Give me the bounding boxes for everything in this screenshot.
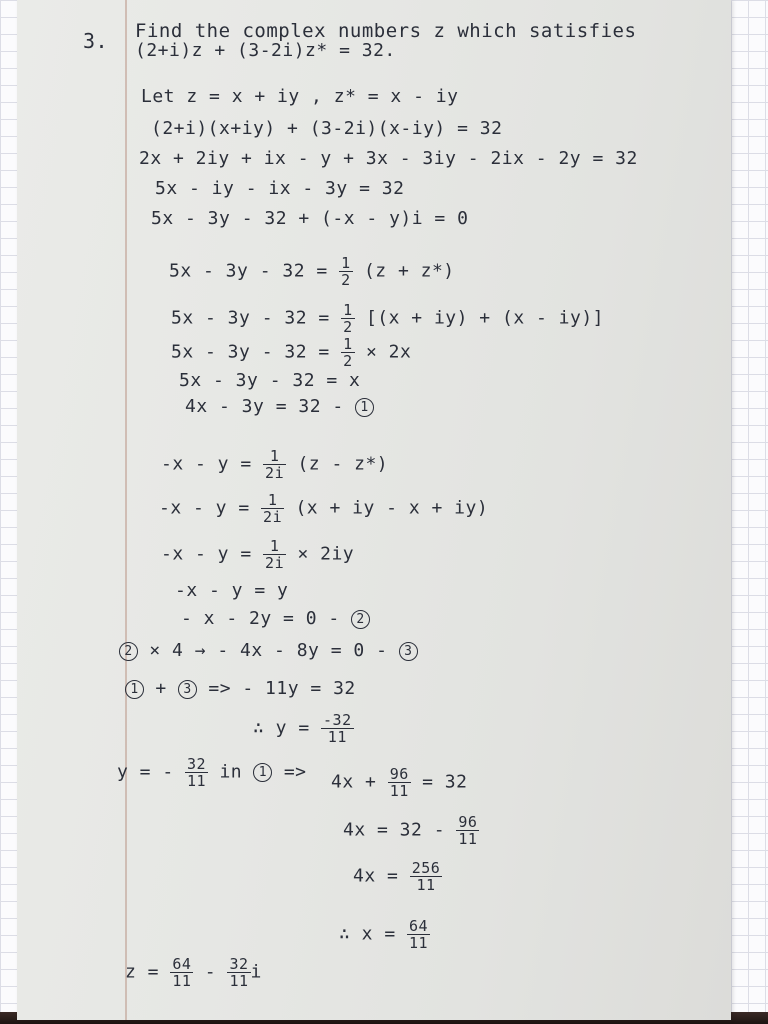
real-line-1-left: 5x - 3y - 32 = xyxy=(169,260,328,282)
problem-statement: Find the complex numbers z which satisfies xyxy=(135,20,637,42)
imag-line-1: -x - y = $\frac{1}{2i}$ (z - z*) xyxy=(161,447,389,482)
real-line-3: 5x - 3y - 32 = $\frac{1}{2}$ × 2x xyxy=(171,335,412,370)
step-let: Let z = x + iy , z* = x - iy xyxy=(141,86,459,107)
step-distribute: 2x + 2iy + ix - y + 3x - 3iy - 2ix - 2y = 32 xyxy=(139,148,638,169)
step-expand: (2+i)(x+iy) + (3-2i)(x-iy) = 32 xyxy=(151,118,503,139)
question-number: 3. xyxy=(83,29,109,53)
equation-tag-2: 2 xyxy=(351,610,370,629)
step-simplify: 5x - iy - ix - 3y = 32 xyxy=(155,178,405,199)
y-fraction: $\frac{-32}{11}$ xyxy=(323,711,352,746)
answer-real-fraction: $\frac{64}{11}$ xyxy=(172,955,192,990)
real-line-4: 5x - 3y - 32 = x xyxy=(179,370,361,391)
final-answer: z = $\frac{64}{11}$ - $\frac{32}{11}$ i xyxy=(125,955,262,990)
equation-tag-1: 1 xyxy=(355,398,374,417)
answer-imag-fraction: $\frac{32}{11}$ xyxy=(229,955,249,990)
combine-line-2: 1 + 3 => - 11y = 32 xyxy=(125,678,356,700)
fraction-96-11: $\frac{96}{11}$ xyxy=(389,765,409,800)
equation-tag-3: 3 xyxy=(399,642,418,661)
y-value-fraction: $\frac{32}{11}$ xyxy=(187,755,207,790)
step-collect: 5x - 3y - 32 + (-x - y)i = 0 xyxy=(151,208,469,229)
paper-sheet xyxy=(17,0,731,1020)
equation-tag-2-ref: 2 xyxy=(119,642,138,661)
real-line-5: 4x - 3y = 32 - 1 xyxy=(185,396,374,418)
imag-line-4: -x - y = y xyxy=(175,580,289,601)
imag-line-2: -x - y = $\frac{1}{2i}$ (x + iy - x + iy) xyxy=(159,491,489,526)
margin-line xyxy=(125,0,127,1020)
x-eq-1: 4x + $\frac{96}{11}$ = 32 xyxy=(331,765,468,800)
x-eq-2: 4x = 32 - $\frac{96}{11}$ xyxy=(343,813,478,848)
half-fraction: $\frac{1}{2}$ xyxy=(341,254,351,289)
half-fraction: $\frac{1}{2}$ xyxy=(343,301,353,336)
inv-2i-fraction: $\frac{1}{2i}$ xyxy=(265,447,285,482)
fraction-64-11: $\frac{64}{11}$ xyxy=(409,917,429,952)
y-result: ∴ y = $\frac{-32}{11}$ xyxy=(253,711,352,746)
fraction-256-11: $\frac{256}{11}$ xyxy=(411,859,441,894)
substitute-y: y = - $\frac{32}{11}$ in 1 => xyxy=(117,755,307,790)
real-line-2: 5x - 3y - 32 = $\frac{1}{2}$ [(x + iy) + (x - iy)] xyxy=(171,301,605,336)
real-line-1 xyxy=(169,255,455,288)
problem-equation: (2+i)z + (3-2i)z* = 32. xyxy=(135,40,396,61)
x-result: ∴ x = $\frac{64}{11}$ xyxy=(339,917,429,952)
equation-tag-3-ref: 3 xyxy=(178,680,197,699)
combine-line-1: 2 × 4 → - 4x - 8y = 0 - 3 xyxy=(119,640,418,662)
real-line-1-right: (z + z*) xyxy=(363,260,455,282)
inv-2i-fraction: $\frac{1}{2i}$ xyxy=(265,537,285,572)
equation-tag-1-ref: 1 xyxy=(125,680,144,699)
imag-line-3: -x - y = $\frac{1}{2i}$ × 2iy xyxy=(161,537,355,572)
equation-tag-1-ref: 1 xyxy=(253,763,272,782)
imag-line-5: - x - 2y = 0 - 2 xyxy=(181,608,370,630)
x-eq-3: 4x = $\frac{256}{11}$ xyxy=(353,859,441,894)
inv-2i-fraction: $\frac{1}{2i}$ xyxy=(263,491,283,526)
fraction-96-11: $\frac{96}{11}$ xyxy=(458,813,478,848)
half-fraction: $\frac{1}{2}$ xyxy=(343,335,353,370)
